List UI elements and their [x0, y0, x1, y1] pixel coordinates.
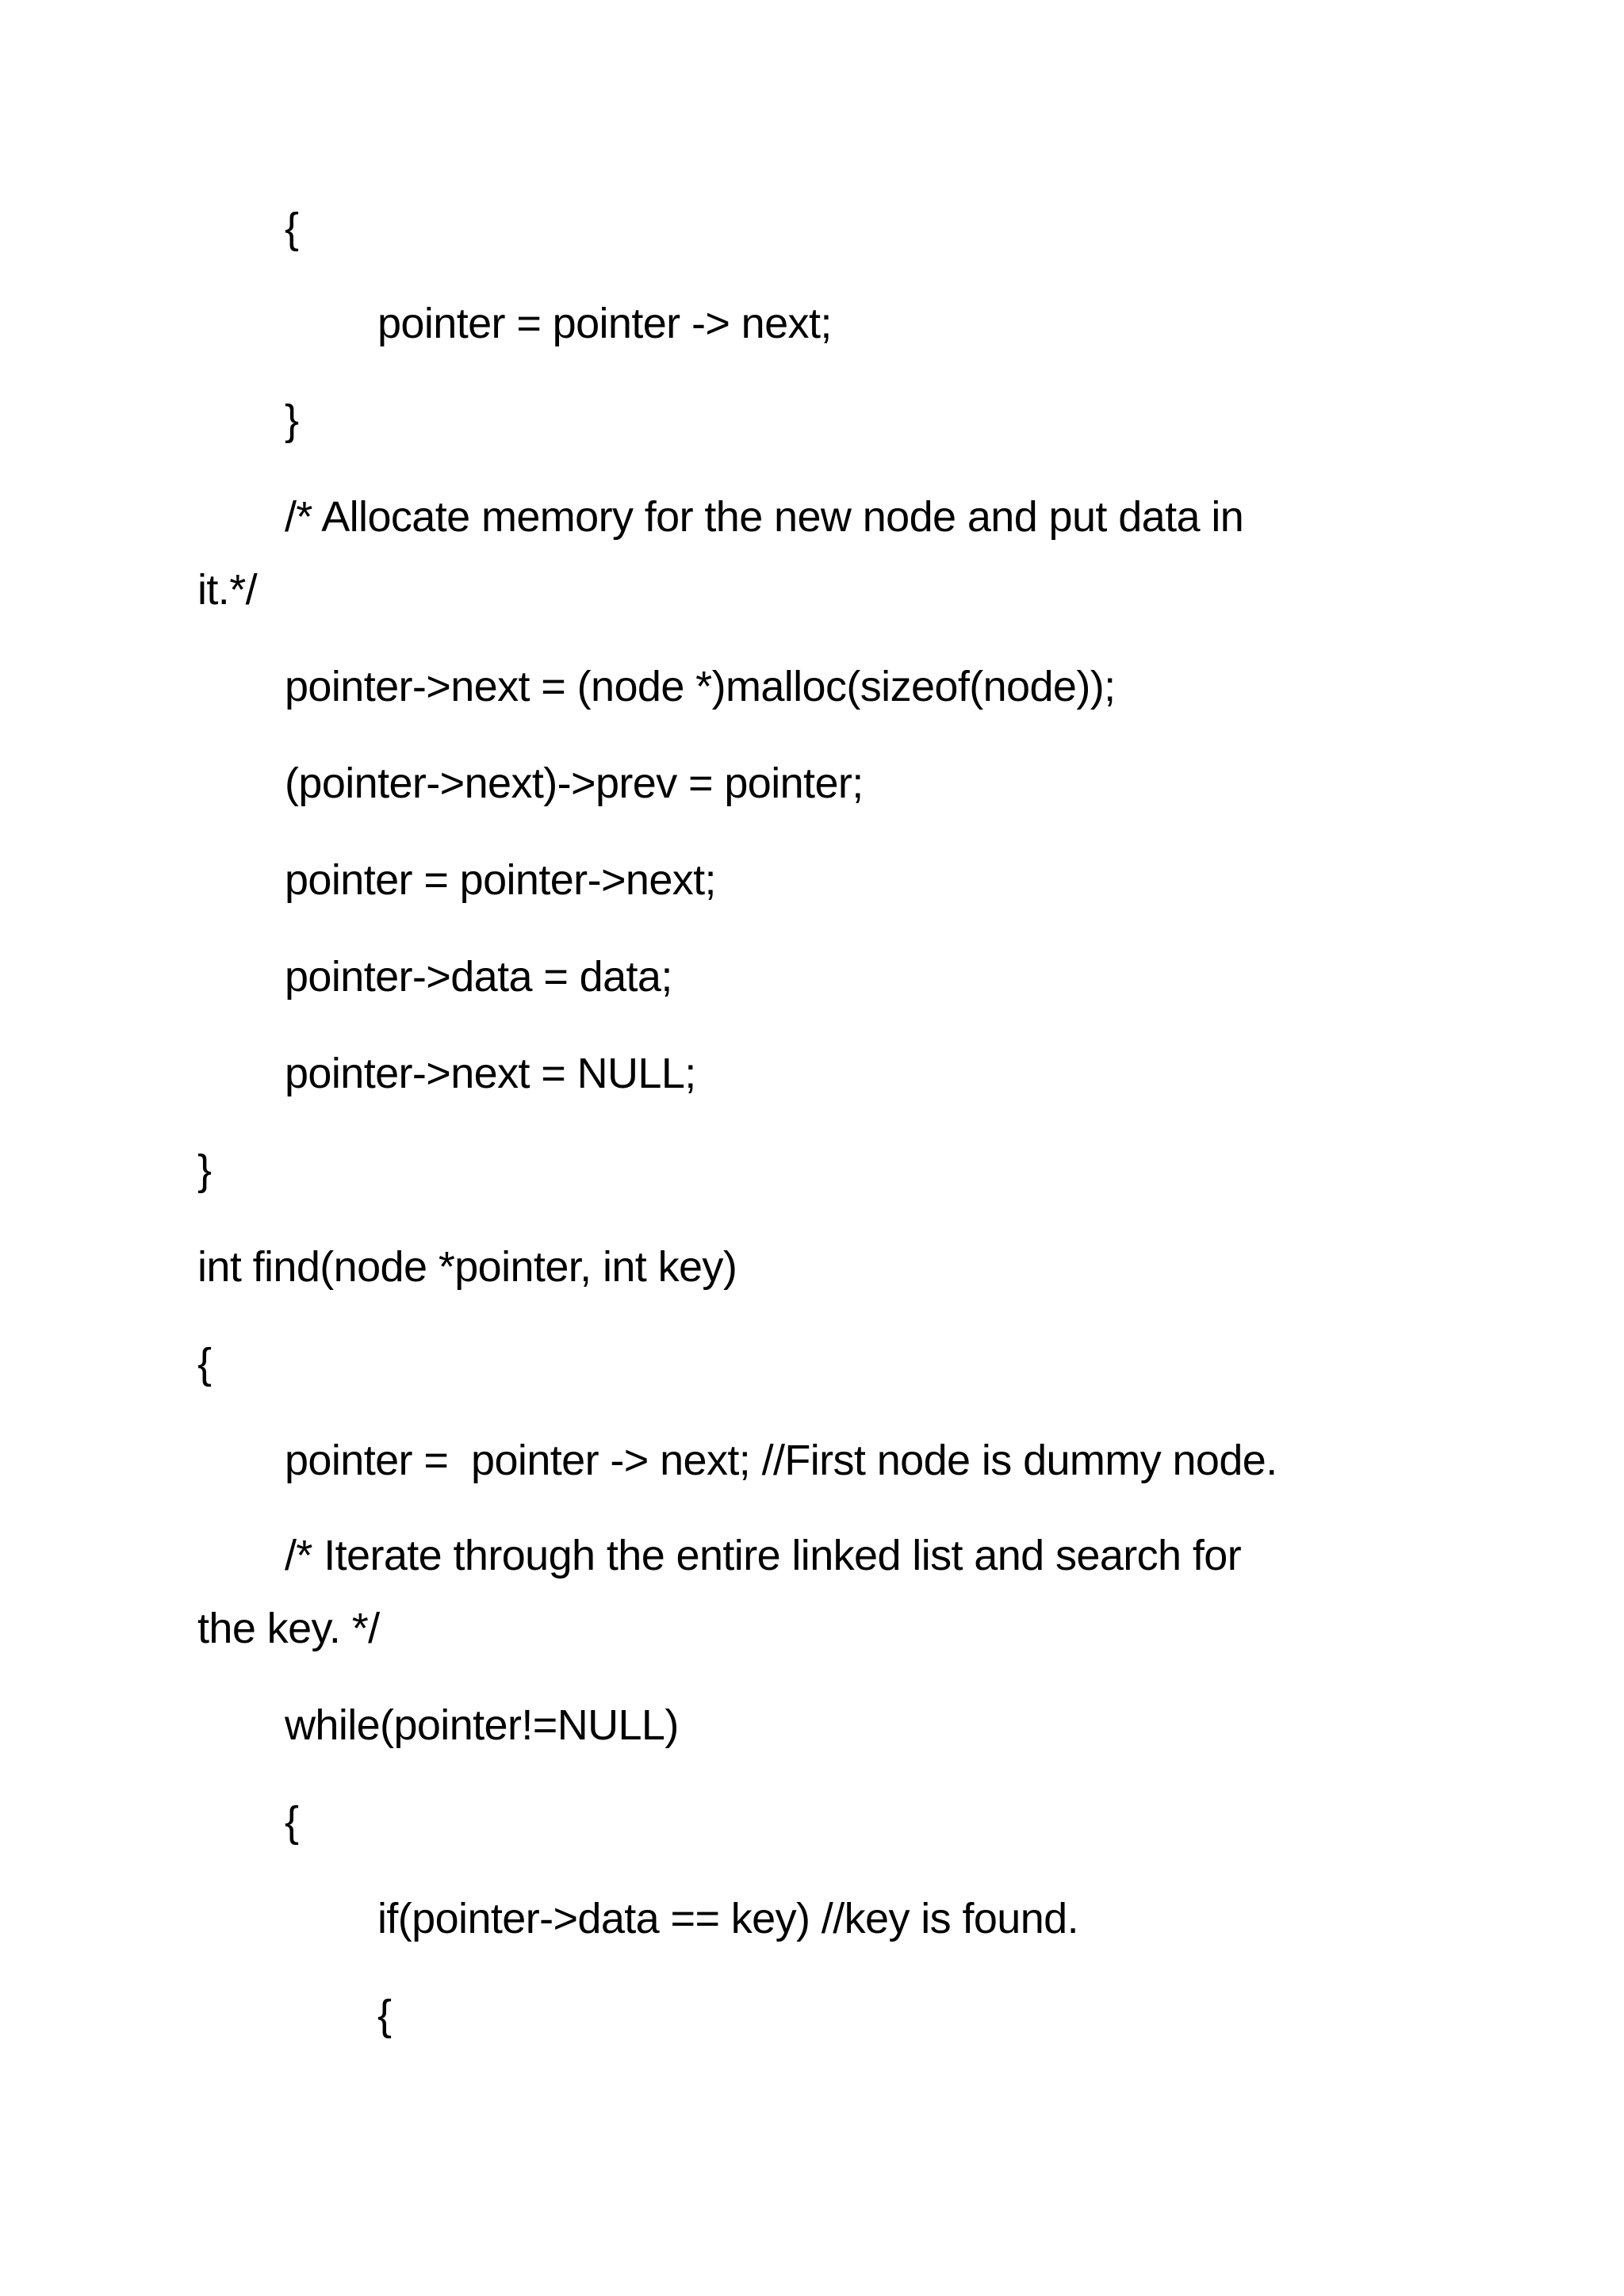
- code-line-skip-dummy: pointer = pointer -> next; //First node is dummy node.: [285, 1437, 1277, 1484]
- code-line-while-open-brace: {: [285, 1798, 299, 1846]
- code-line-comment-iterate-cont: the key. */: [197, 1605, 380, 1652]
- code-line-if-key-found: if(pointer->data == key) //key is found.: [377, 1895, 1078, 1942]
- code-line-set-data: pointer->data = data;: [285, 953, 672, 1001]
- code-line-open-brace: {: [285, 205, 299, 252]
- code-line-malloc: pointer->next = (node *)malloc(sizeof(node));: [285, 663, 1116, 710]
- code-line-function-close: }: [197, 1146, 212, 1194]
- code-line-set-prev: (pointer->next)->prev = pointer;: [285, 760, 864, 807]
- code-line-while: while(pointer!=NULL): [285, 1701, 679, 1749]
- code-line-find-open-brace: {: [197, 1340, 212, 1387]
- code-line-comment-iterate: /* Iterate through the entire linked list and search for: [285, 1532, 1242, 1579]
- code-line-pointer-next: pointer = pointer->next;: [285, 856, 716, 904]
- code-line-find-signature: int find(node *pointer, int key): [197, 1243, 737, 1291]
- code-line-pointer-advance: pointer = pointer -> next;: [377, 300, 832, 347]
- code-line-if-open-brace: {: [377, 1992, 392, 2039]
- code-line-comment-allocate-cont: it.*/: [197, 566, 258, 614]
- code-line-close-brace: }: [285, 396, 299, 444]
- code-line-comment-allocate: /* Allocate memory for the new node and put data in: [285, 493, 1244, 541]
- code-line-set-null: pointer->next = NULL;: [285, 1050, 696, 1097]
